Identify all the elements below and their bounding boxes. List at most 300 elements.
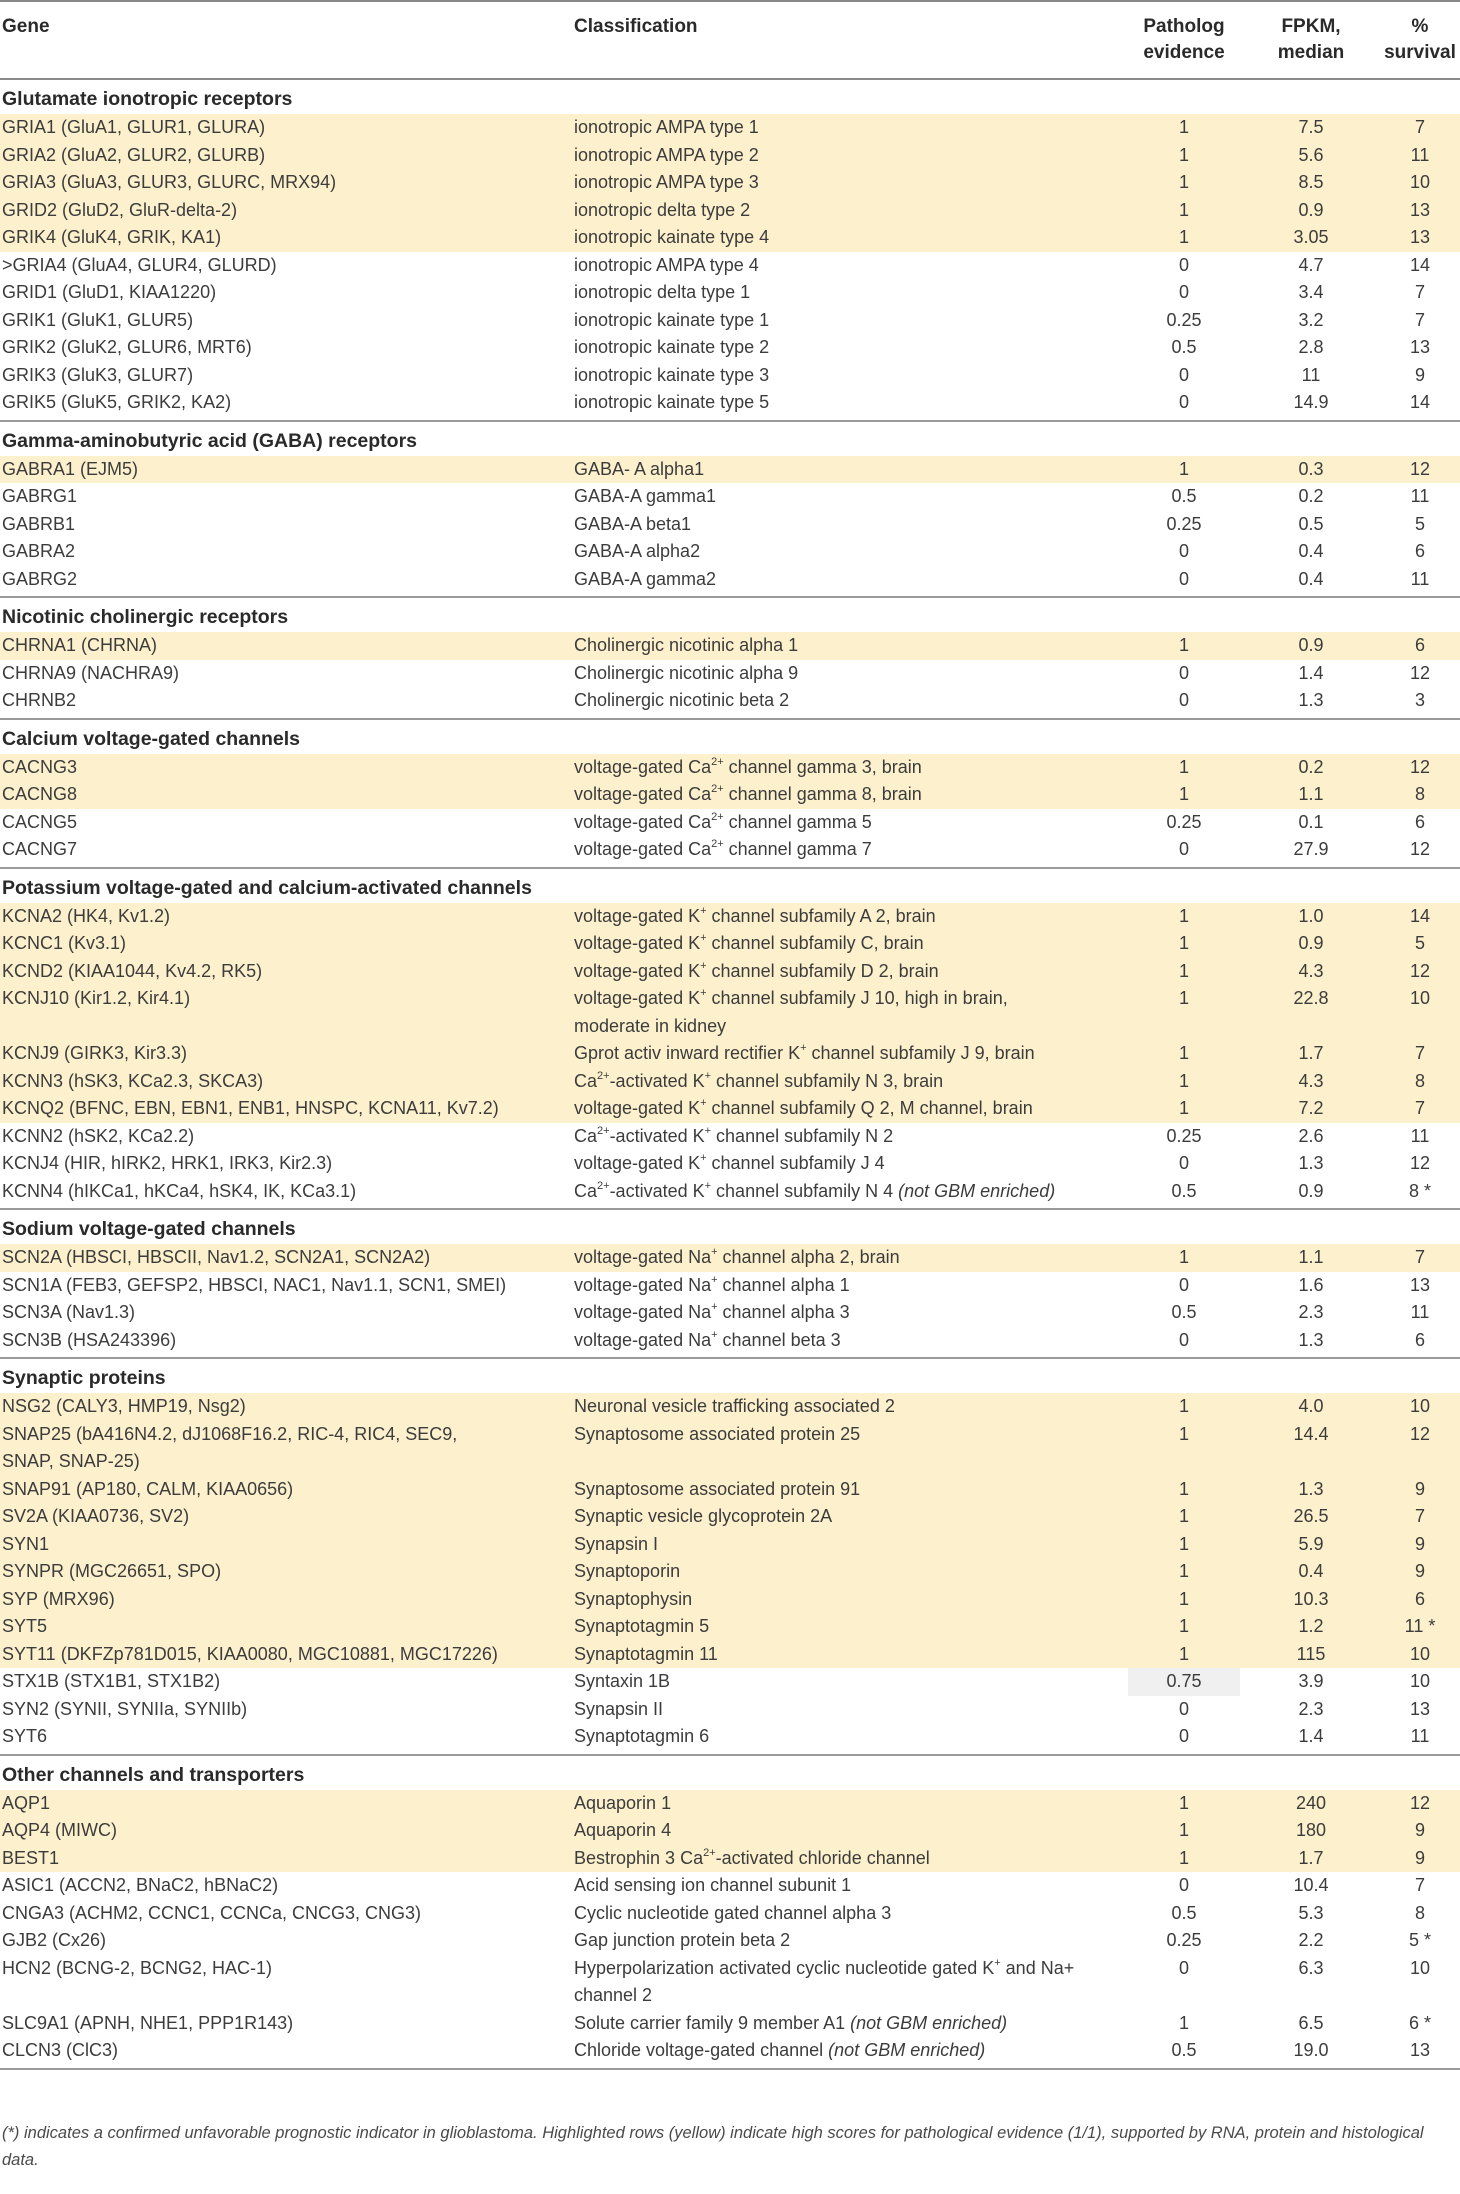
table-row <box>0 1244 1460 1272</box>
patholog-evidence-cell: 1 <box>1178 1643 1189 1664</box>
gene-name: CHRNA1 (CHRNA) <box>2 635 158 655</box>
classification-text: Aquaporin 1 <box>574 1792 672 1813</box>
table-header <box>0 0 1460 78</box>
classification-cell <box>574 1845 930 1873</box>
fpkm-median-cell: 1.2 <box>1298 1616 1324 1636</box>
classification-line <box>574 1503 832 1531</box>
header-patholog-line1: Patholog <box>1143 16 1225 37</box>
survival-cell: 14 <box>1409 905 1431 926</box>
classification-text: Synaptosome associated protein 25 <box>574 1423 861 1444</box>
header-gene: Gene <box>2 16 50 37</box>
table-row <box>0 538 1460 566</box>
gene-cell <box>2 836 77 864</box>
classification-line <box>574 660 798 688</box>
superscript: + <box>711 1301 718 1313</box>
classification-text: Gap junction protein beta 2 <box>574 1930 791 1950</box>
patholog-evidence-cell: 0 <box>1178 1698 1189 1719</box>
patholog-evidence-cell: 0 <box>1178 1329 1189 1350</box>
gene-name: GABRG1 <box>2 486 78 506</box>
classification-cell <box>574 197 750 225</box>
classification-text: voltage-gated K <box>574 933 701 953</box>
survival-cell: 6 <box>1414 1588 1425 1609</box>
table-row <box>0 1272 1460 1300</box>
patholog-evidence-cell: 0 <box>1178 254 1189 275</box>
gene-cell <box>2 1817 117 1845</box>
classification-cell <box>574 632 798 660</box>
classification-line <box>574 958 939 986</box>
gene-cell <box>2 566 77 594</box>
classification-line <box>574 1955 1074 1983</box>
classification-cell <box>574 566 716 594</box>
gene-cell <box>2 1476 293 1504</box>
superscript: 2+ <box>711 783 724 795</box>
superscript: + <box>711 1246 718 1258</box>
classification-text: Synaptosome associated protein 91 <box>574 1478 861 1499</box>
section-title: Other channels and transporters <box>2 1763 305 1786</box>
survival-cell: 9 <box>1414 1533 1425 1554</box>
patholog-evidence-cell: 1 <box>1178 756 1189 777</box>
gene-name: CACNG7 <box>2 839 78 859</box>
gene-cell <box>2 809 77 837</box>
classification-text: GABA-A gamma2 <box>574 568 717 589</box>
classification-cell <box>574 538 700 566</box>
patholog-evidence-cell: 1 <box>1178 1396 1189 1416</box>
table-row <box>0 252 1460 280</box>
gene-cell <box>2 660 179 688</box>
fpkm-median-cell: 3.2 <box>1298 309 1324 330</box>
classification-cell <box>574 1327 841 1355</box>
gene-cell <box>2 1872 278 1900</box>
survival-cell: 7 <box>1414 1247 1425 1267</box>
classification-cell <box>574 1872 851 1900</box>
patholog-evidence-cell: 0 <box>1178 1153 1189 1173</box>
gene-cell <box>2 511 75 539</box>
patholog-evidence-cell: 0 <box>1178 690 1189 710</box>
classification-note: (not GBM enriched) <box>898 1180 1056 1201</box>
classification-line <box>574 1586 692 1614</box>
fpkm-median-cell: 0.9 <box>1298 1180 1324 1201</box>
gene-cell <box>2 1586 115 1614</box>
patholog-evidence-cell: 0 <box>1178 364 1189 385</box>
gene-cell <box>2 362 193 390</box>
section-rule <box>0 596 1460 598</box>
table-row <box>0 114 1460 142</box>
patholog-evidence-cell: 0 <box>1178 392 1189 412</box>
fpkm-median-cell: 1.1 <box>1298 1247 1324 1267</box>
gene-cell <box>2 1900 421 1928</box>
fpkm-median-cell: 180 <box>1295 1820 1327 1840</box>
gene-name: CHRNA9 (NACHRA9) <box>2 662 180 683</box>
classification-cell <box>574 483 716 511</box>
patholog-evidence-cell: 1 <box>1178 1792 1189 1813</box>
gene-cell <box>2 1068 263 1096</box>
classification-text: ionotropic kainate type 3 <box>574 364 770 385</box>
survival-cell: 10 <box>1409 1396 1431 1416</box>
superscript: + <box>704 1179 712 1192</box>
classification-line <box>574 687 789 715</box>
classification-cell <box>574 2010 1007 2038</box>
classification-text: voltage-gated K <box>574 905 701 926</box>
patholog-evidence-cell: 0 <box>1178 568 1189 589</box>
table-row <box>0 511 1460 539</box>
classification-line <box>574 632 798 660</box>
classification-text: channel gamma 3, brain <box>723 756 922 777</box>
classification-line <box>574 1845 930 1873</box>
classification-cell <box>574 1244 900 1272</box>
classification-cell <box>574 224 769 252</box>
survival-cell: 5 <box>1414 513 1425 534</box>
fpkm-median-cell: 2.2 <box>1298 1930 1324 1950</box>
table-row <box>0 1476 1460 1504</box>
classification-text: -activated K <box>609 1125 705 1146</box>
classification-line <box>574 197 750 225</box>
header-classification: Classification <box>574 16 698 37</box>
section-rule <box>0 718 1460 720</box>
gene-name: CHRNB2 <box>2 690 77 710</box>
table-row <box>0 1586 1460 1614</box>
patholog-evidence-cell: 0.5 <box>1171 337 1197 357</box>
classification-line <box>574 1299 850 1327</box>
gene-name: GABRA2 <box>2 541 76 561</box>
classification-text: Synaptophysin <box>574 1588 693 1609</box>
classification-text: -activated K <box>609 1070 705 1091</box>
survival-cell: 14 <box>1409 392 1431 412</box>
table-row <box>0 809 1460 837</box>
survival-cell: 5 <box>1414 933 1425 953</box>
fpkm-median-cell: 3.05 <box>1293 227 1329 247</box>
gene-cell <box>2 1393 246 1421</box>
fpkm-median-cell: 8.5 <box>1298 172 1324 192</box>
gene-cell <box>2 903 170 931</box>
table-row <box>0 362 1460 390</box>
classification-line <box>574 1558 680 1586</box>
section-title: Potassium voltage-gated and calcium-activated channels <box>2 876 532 899</box>
fpkm-median-cell: 0.4 <box>1298 568 1324 589</box>
fpkm-median-cell: 5.6 <box>1298 144 1324 165</box>
classification-line <box>574 1327 841 1355</box>
classification-cell <box>574 456 704 484</box>
gene-name: SV2A (KIAA0736, SV2) <box>2 1506 190 1526</box>
superscript: + <box>994 1956 1001 1969</box>
survival-cell: 7 <box>1414 1875 1425 1895</box>
survival-cell: 10 <box>1409 172 1431 192</box>
patholog-evidence-cell: 1 <box>1178 1506 1189 1526</box>
survival-cell: 11 <box>1410 144 1430 165</box>
patholog-evidence-cell: 1 <box>1178 1588 1189 1609</box>
patholog-evidence-cell: 1 <box>1178 1423 1189 1444</box>
gene-name: CACNG5 <box>2 811 78 832</box>
classification-line <box>574 456 704 484</box>
classification-line <box>574 1641 718 1669</box>
classification-cell <box>574 1696 663 1724</box>
gene-cell <box>2 456 138 484</box>
classification-line <box>574 781 922 809</box>
table-row <box>0 781 1460 809</box>
classification-line <box>574 1927 790 1955</box>
classification-cell <box>574 1790 671 1818</box>
gene-cell <box>2 483 77 511</box>
fpkm-median-cell: 1.7 <box>1298 1043 1324 1063</box>
survival-cell: 9 <box>1414 1820 1425 1840</box>
gene-name: KCNA2 (HK4, Kv1.2) <box>2 905 171 926</box>
section-rule <box>0 1357 1460 1359</box>
patholog-evidence-cell: 0 <box>1178 541 1189 561</box>
fpkm-median-cell: 0.2 <box>1298 756 1324 777</box>
gene-name: BEST1 <box>2 1847 60 1868</box>
patholog-evidence-cell: 1 <box>1178 960 1189 981</box>
table-row <box>0 985 1460 1040</box>
fpkm-median-cell: 27.9 <box>1293 839 1329 859</box>
classification-cell <box>574 1299 850 1327</box>
gene-cell <box>2 1272 506 1300</box>
survival-cell: 8 <box>1414 1070 1425 1091</box>
survival-cell: 3 <box>1414 690 1425 710</box>
classification-text: GABA-A gamma1 <box>574 486 717 506</box>
patholog-evidence-cell: 1 <box>1178 172 1189 192</box>
table-row <box>0 197 1460 225</box>
survival-cell: 12 <box>1409 756 1431 777</box>
survival-cell: 6 * <box>1408 2012 1432 2033</box>
classification-cell <box>574 142 759 170</box>
patholog-evidence-cell: 0.5 <box>1171 2040 1197 2060</box>
classification-text: ionotropic kainate type 1 <box>574 309 770 330</box>
classification-text: voltage-gated Ca <box>574 756 712 777</box>
survival-cell: 6 <box>1414 1329 1425 1350</box>
patholog-evidence-cell: 1 <box>1178 1098 1189 1118</box>
gene-name: KCND2 (KIAA1044, Kv4.2, RK5) <box>2 960 263 981</box>
fpkm-median-cell: 0.3 <box>1298 458 1324 479</box>
survival-cell: 8 <box>1414 784 1425 804</box>
classification-line <box>574 252 759 280</box>
survival-cell: 7 <box>1414 1043 1425 1063</box>
gene-cell <box>2 1178 356 1206</box>
fpkm-median-cell: 4.0 <box>1298 1396 1324 1416</box>
fpkm-median-cell: 26.5 <box>1293 1506 1329 1526</box>
gene-cell <box>2 1845 59 1873</box>
gene-name: GRIA1 (GluA1, GLUR1, GLURA) <box>2 117 266 137</box>
gene-name: KCNQ2 (BFNC, EBN, EBN1, ENB1, HNSPC, KCNA11, Kv7.2) <box>2 1098 499 1118</box>
table-row <box>0 307 1460 335</box>
classification-line <box>574 169 759 197</box>
gene-name: KCNJ4 (HIR, hIRK2, HRK1, IRK3, Kir2.3) <box>2 1153 333 1173</box>
classification-cell <box>574 1178 1055 1206</box>
classification-text: Cyclic nucleotide gated channel alpha 3 <box>574 1902 892 1923</box>
gene-cell <box>2 1150 332 1178</box>
fpkm-median-cell: 0.5 <box>1298 513 1324 534</box>
table-row <box>0 632 1460 660</box>
gene-name: SYN2 (SYNII, SYNIIa, SYNIIb) <box>2 1698 248 1719</box>
classification-line <box>574 1393 895 1421</box>
classification-line <box>574 1900 891 1928</box>
gene-cell <box>2 1641 498 1669</box>
classification-text: GABA-A alpha2 <box>574 541 701 561</box>
gene-name: GRIK5 (GluK5, GRIK2, KA2) <box>2 392 232 412</box>
table-row <box>0 1095 1460 1123</box>
classification-cell <box>574 1503 832 1531</box>
table-row <box>0 1531 1460 1559</box>
patholog-evidence-cell: 0.25 <box>1166 1930 1202 1950</box>
survival-cell: 12 <box>1409 1423 1431 1444</box>
section-title: Gamma-aminobutyric acid (GABA) receptors <box>2 429 418 452</box>
table-row <box>0 836 1460 864</box>
survival-cell: 14 <box>1409 254 1431 275</box>
gene-name: GABRA1 (EJM5) <box>2 458 139 479</box>
header-patholog-line2: evidence <box>1143 42 1225 63</box>
classification-line <box>574 538 700 566</box>
gene-cell <box>2 142 265 170</box>
patholog-evidence-cell: 1 <box>1178 988 1189 1008</box>
survival-cell: 5 * <box>1408 1930 1432 1950</box>
fpkm-median-cell: 4.3 <box>1298 960 1324 981</box>
table-row <box>0 903 1460 931</box>
patholog-evidence-cell: 0 <box>1178 1726 1189 1746</box>
classification-line <box>574 1150 885 1178</box>
table-row <box>0 1900 1460 1928</box>
classification-line-cont: channel 2 <box>574 1985 653 2005</box>
classification-cell <box>574 836 872 864</box>
classification-text: Ca <box>574 1180 598 1201</box>
patholog-evidence-cell: 1 <box>1178 1616 1189 1636</box>
fpkm-median-cell: 2.3 <box>1298 1698 1324 1719</box>
gene-name: KCNN2 (hSK2, KCa2.2) <box>2 1125 195 1146</box>
classification-text: channel alpha 1 <box>717 1274 850 1295</box>
classification-text: channel beta 3 <box>717 1329 841 1350</box>
gene-cell <box>2 985 190 1013</box>
classification-text: Cholinergic nicotinic alpha 1 <box>574 635 799 655</box>
classification-line <box>574 1668 670 1696</box>
classification-text: Ca <box>574 1125 598 1146</box>
gene-cell <box>2 1558 221 1586</box>
classification-line <box>574 566 716 594</box>
superscript: 2+ <box>711 810 724 823</box>
classification-text: Acid sensing ion channel subunit 1 <box>574 1875 852 1895</box>
fpkm-median-cell: 6.3 <box>1298 1957 1324 1978</box>
superscript: + <box>700 1097 707 1109</box>
gene-cell <box>2 224 221 252</box>
gene-name: GRID2 (GluD2, GluR-delta-2) <box>2 199 238 220</box>
classification-text: voltage-gated K <box>574 960 701 981</box>
fpkm-median-cell: 0.9 <box>1298 933 1324 953</box>
classification-line-cont: moderate in kidney <box>574 1015 727 1036</box>
table-row <box>0 687 1460 715</box>
fpkm-median-cell: 2.3 <box>1298 1302 1324 1322</box>
classification-cell <box>574 114 759 142</box>
classification-text: ionotropic kainate type 4 <box>574 227 770 247</box>
fpkm-median-cell: 19.0 <box>1293 2040 1329 2060</box>
patholog-evidence-cell: 0 <box>1178 662 1189 683</box>
table-row <box>0 142 1460 170</box>
survival-cell: 13 <box>1409 337 1431 357</box>
fpkm-median-cell: 1.1 <box>1298 784 1324 804</box>
gene-name: GRIK1 (GluK1, GLUR5) <box>2 309 194 330</box>
header-survival-line2: survival <box>1384 42 1456 63</box>
gene-name: >GRIA4 (GluA4, GLUR4, GLURD) <box>2 254 277 275</box>
table-row <box>0 1790 1460 1818</box>
gene-cell <box>2 334 252 362</box>
gene-name: SNAP25 (bA416N4.2, dJ1068F16.2, RIC-4, RIC4, SEC9, <box>2 1423 458 1444</box>
table-row <box>0 1613 1460 1641</box>
gene-name: GJB2 (Cx26) <box>2 1930 107 1950</box>
survival-cell: 7 <box>1414 282 1425 302</box>
gene-name: CACNG8 <box>2 784 78 804</box>
gene-cell <box>2 1421 457 1476</box>
classification-cell <box>574 930 924 958</box>
gene-name: KCNJ9 (GIRK3, Kir3.3) <box>2 1043 188 1063</box>
patholog-evidence-cell: 1 <box>1178 784 1189 804</box>
patholog-evidence-cell: 1 <box>1178 1247 1189 1267</box>
patholog-evidence-cell: 1 <box>1178 933 1189 953</box>
classification-cell <box>574 1586 692 1614</box>
table-row <box>0 1558 1460 1586</box>
gene-name-cont: SNAP, SNAP-25) <box>2 1451 140 1471</box>
patholog-evidence-cell: 1 <box>1178 117 1189 137</box>
classification-cell <box>574 1095 1033 1123</box>
classification-text: Cholinergic nicotinic beta 2 <box>574 690 790 710</box>
classification-text: voltage-gated Ca <box>574 811 712 832</box>
classification-cell <box>574 1955 1074 2010</box>
table-row <box>0 1123 1460 1151</box>
header-rule <box>0 78 1460 80</box>
section-rule <box>0 1208 1460 1210</box>
patholog-evidence-cell: 0.5 <box>1171 1902 1197 1923</box>
classification-cell <box>574 389 769 417</box>
classification-text: channel alpha 2, brain <box>717 1247 900 1267</box>
patholog-evidence-cell: 0 <box>1178 282 1189 302</box>
classification-text: GABA-A beta1 <box>574 513 692 534</box>
section-title: Glutamate ionotropic receptors <box>2 88 293 110</box>
gene-name: KCNN3 (hSK3, KCa2.3, SKCA3) <box>2 1070 264 1091</box>
table-row <box>0 1299 1460 1327</box>
patholog-evidence-cell: 1 <box>1178 144 1189 165</box>
classification-cell <box>574 1150 885 1178</box>
survival-cell: 13 <box>1409 1274 1431 1295</box>
table-row <box>0 169 1460 197</box>
survival-cell: 8 <box>1414 1902 1425 1923</box>
classification-line <box>574 307 769 335</box>
table-row <box>0 456 1460 484</box>
fpkm-median-cell: 1.0 <box>1298 905 1324 926</box>
classification-text: Synapsin II <box>574 1698 664 1719</box>
superscript: 2+ <box>711 838 724 850</box>
classification-line <box>574 1723 709 1751</box>
gene-name: GRIA2 (GluA2, GLUR2, GLURB) <box>2 144 266 165</box>
gene-name: SCN1A (FEB3, GEFSP2, HBSCI, NAC1, Nav1.1, SCN1, SMEI) <box>2 1274 507 1295</box>
classification-text: Synaptotagmin 6 <box>574 1726 710 1746</box>
gene-cell <box>2 197 237 225</box>
survival-cell: 12 <box>1409 839 1431 859</box>
classification-note: (not GBM enriched) <box>828 2040 986 2060</box>
classification-text: Synaptoporin <box>574 1561 681 1581</box>
classification-text: Neuronal vesicle trafficking associated 2 <box>574 1396 895 1416</box>
table-row <box>0 1955 1460 2010</box>
section-rule <box>0 867 1460 869</box>
table-row <box>0 1068 1460 1096</box>
gene-cell <box>2 1668 220 1696</box>
section-title: Sodium voltage-gated channels <box>2 1218 296 1240</box>
table-row <box>0 1327 1460 1355</box>
classification-line <box>574 2037 985 2065</box>
classification-text: Bestrophin 3 Ca <box>574 1847 704 1868</box>
fpkm-median-cell: 10.3 <box>1293 1588 1329 1609</box>
fpkm-median-cell: 14.4 <box>1293 1423 1329 1444</box>
section-rule <box>0 2068 1460 2070</box>
fpkm-median-cell: 0.4 <box>1298 541 1324 561</box>
classification-text: ionotropic AMPA type 2 <box>574 144 759 165</box>
classification-line <box>574 1476 860 1504</box>
classification-cell <box>574 985 1008 1040</box>
table-row <box>0 1503 1460 1531</box>
patholog-evidence-cell: 0.25 <box>1166 513 1202 534</box>
